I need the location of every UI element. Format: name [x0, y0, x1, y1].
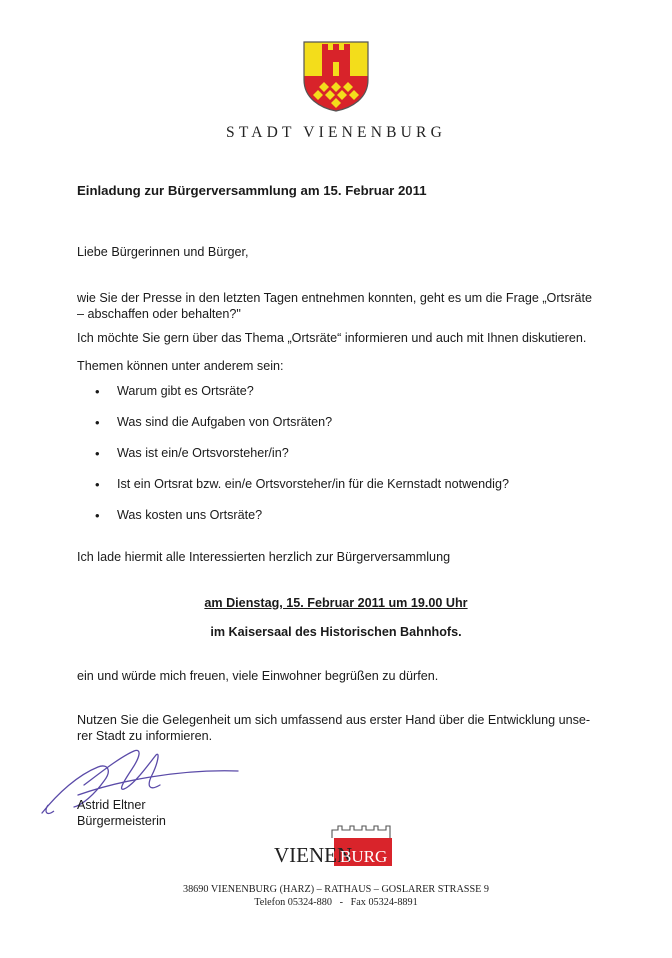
closing-paragraph-1: ein und würde mich freuen, viele Einwohner begrüßen zu dürfen.: [77, 669, 439, 683]
list-item: • Was ist ein/e Ortsvorsteher/in?: [95, 445, 509, 476]
list-item: • Ist ein Ortsrat bzw. ein/e Ortsvorsteher/in für die Kernstadt notwendig?: [95, 476, 509, 507]
svg-text:BURG: BURG: [340, 847, 388, 866]
signer-title: Bürgermeisterin: [77, 814, 166, 828]
closing-paragraph-2-line-2: rer Stadt zu informieren.: [77, 729, 213, 743]
city-title: STADT VIENENBURG: [226, 124, 446, 141]
letter-headline: Einladung zur Bürgerversammlung am 15. Februar 2011: [77, 183, 427, 198]
list-item: • Was kosten uns Ortsräte?: [95, 507, 509, 538]
topic-list: [95, 383, 509, 538]
list-item: • Was sind die Aufgaben von Ortsräten?: [95, 414, 509, 445]
paragraph-2: Ich möchte Sie gern über das Thema „Ortsräte“ informieren und auch mit Ihnen diskutieren.: [77, 331, 587, 345]
salutation: Liebe Bürgerinnen und Bürger,: [77, 245, 249, 259]
svg-text:VIENEN: VIENEN: [274, 843, 353, 867]
paragraph-3: Themen können unter anderem sein:: [77, 359, 284, 373]
event-date: am Dienstag, 15. Februar 2011 um 19.00 Uhr: [204, 596, 468, 610]
paragraph-1-line-1: wie Sie der Presse in den letzten Tagen entnehmen konnten, geht es um die Frage „Ortsräte: [77, 291, 593, 305]
vienenburg-logo: [272, 824, 398, 870]
footer-contact: Telefon 05324-880 - Fax 05324-8891: [254, 897, 418, 908]
city-coat-of-arms: [302, 40, 370, 112]
paragraph-1-line-2: – abschaffen oder behalten?": [77, 307, 241, 321]
invitation-text: Ich lade hiermit alle Interessierten herzlich zur Bürgerversammlung: [77, 550, 451, 564]
list-item: • Warum gibt es Ortsräte?: [95, 383, 509, 414]
closing-paragraph-2-line-1: Nutzen Sie die Gelegenheit um sich umfassend aus erster Hand über die Entwicklung unse-: [77, 713, 591, 727]
signer-name: Astrid Eltner: [77, 798, 146, 812]
event-venue: im Kaisersaal des Historischen Bahnhofs.: [210, 625, 462, 639]
footer-address: 38690 VIENENBURG (HARZ) – RATHAUS – GOSLARER STRASSE 9: [182, 884, 490, 895]
